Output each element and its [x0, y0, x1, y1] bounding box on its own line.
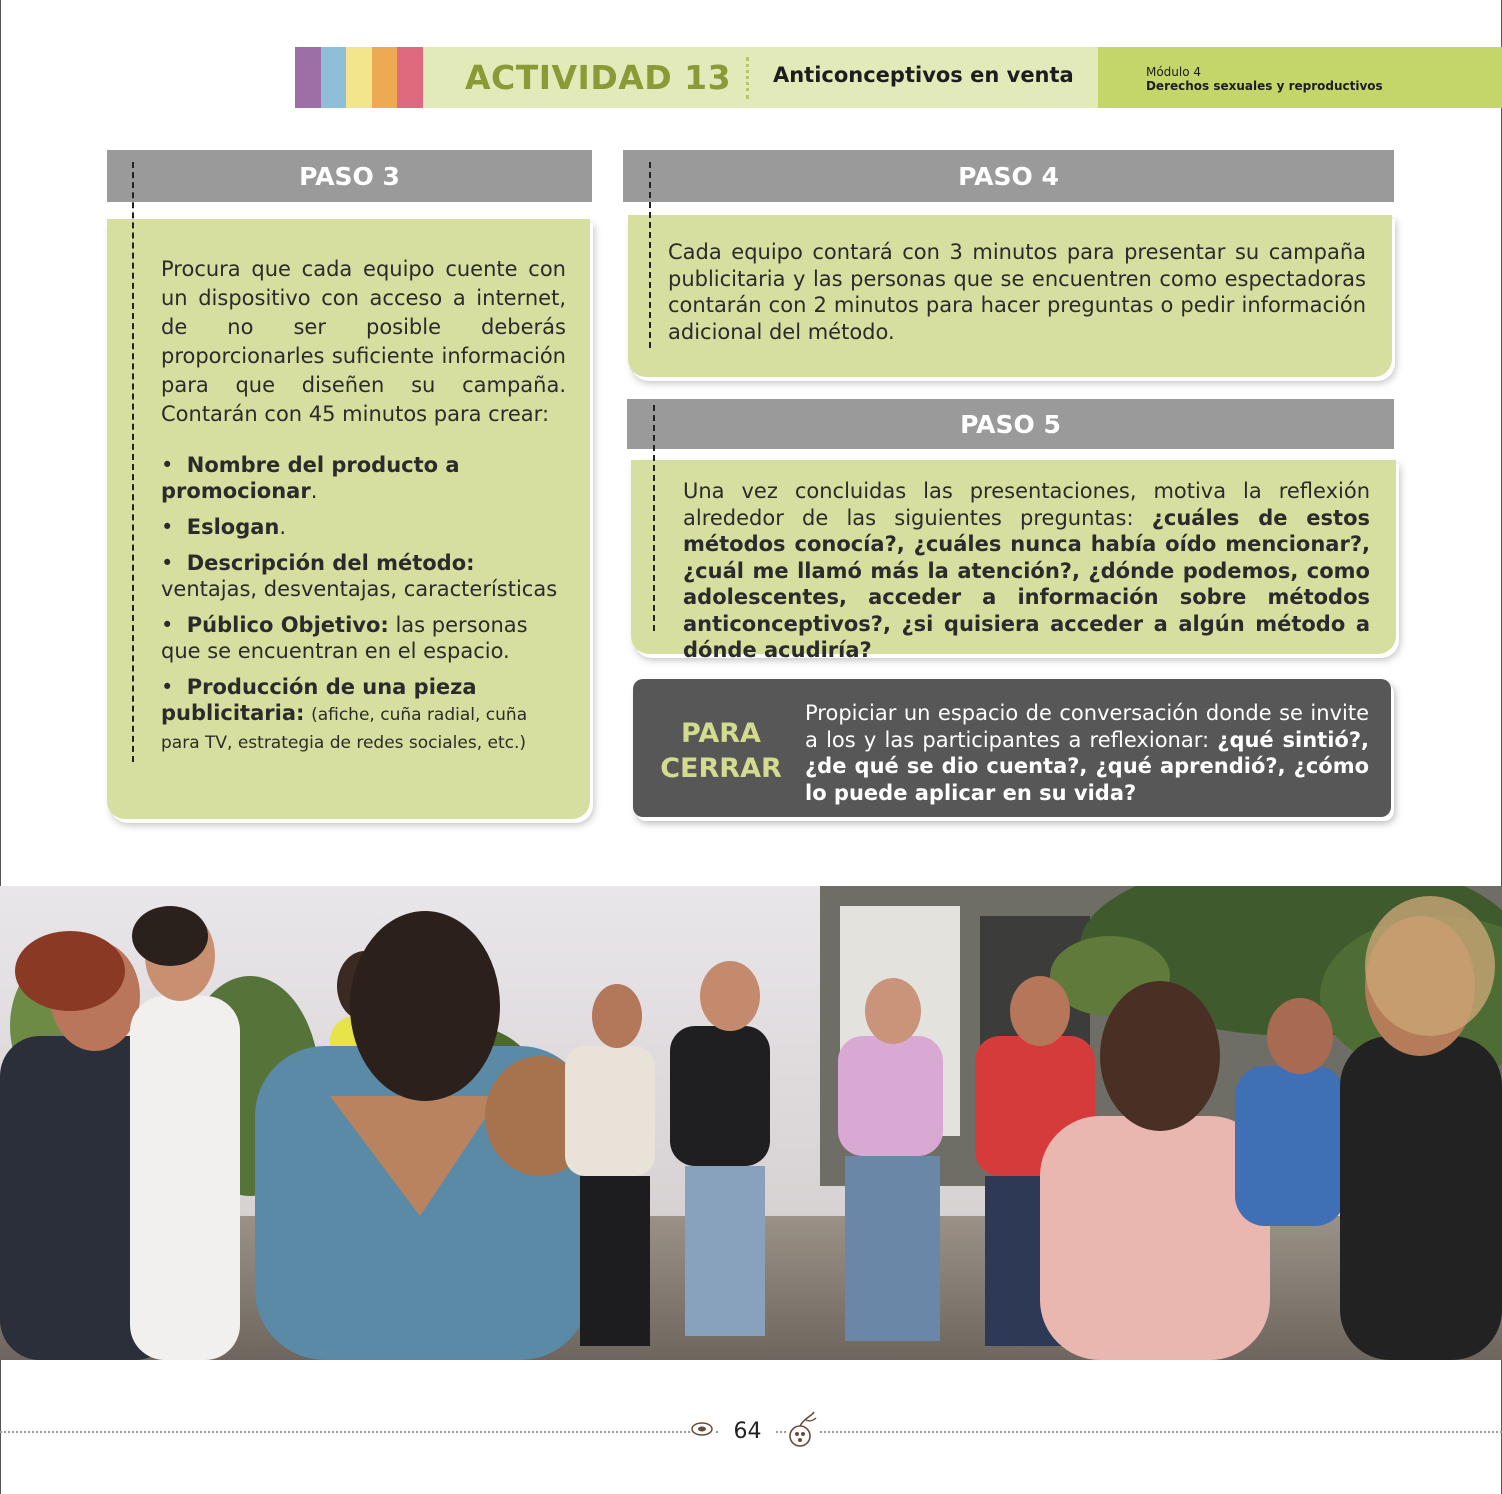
list-item-text: . [279, 515, 287, 539]
header-title-area [423, 47, 1098, 108]
group-photo [0, 886, 1502, 1360]
list-item-bold: Descripción del método: [186, 551, 475, 575]
list-item: • Nombre del producto a promocionar. [161, 453, 460, 503]
step3-list [161, 452, 566, 766]
page-number: 64 [720, 1417, 775, 1447]
module-number: Módulo 4 [1145, 65, 1202, 79]
list-item-bold: Público Objetivo: [186, 613, 389, 637]
group-photo-illustration [0, 886, 1502, 1360]
flower-icon [786, 1410, 818, 1448]
stripe-yellow [346, 47, 372, 108]
stripe-purple [295, 47, 321, 108]
step3-title: PASO 3 [299, 161, 400, 191]
step5-text-plain: Una vez concluidas las presentaciones, motiva la reflexión alrededor de las siguientes preguntas: [683, 479, 1370, 530]
step4-dashed-line [649, 162, 651, 348]
list-item-text: . [310, 479, 318, 503]
step4-text: Cada equipo contará con 3 minutos para presentar su campaña publicitaria y las personas que se encuentren como espectadoras contarán con 2 minutos para hacer preguntas o pedir información adicional del método. [668, 240, 1366, 344]
step5-dashed-line [653, 405, 655, 631]
closing-title-line2: CERRAR [660, 753, 782, 784]
step5-questions: ¿cuáles de estos métodos conocía?, ¿cuáles nunca había oído mencionar?, ¿cuál me llamó más la atención?, ¿dónde podemos, como adolescentes, acceder a información sobre métodos anticonceptivos?, ¿si quisiera acceder a algún método a dónde acudiría? [683, 505, 1370, 662]
seed-icon [690, 1420, 714, 1438]
step5-header [627, 399, 1394, 449]
stripe-pink [397, 47, 423, 108]
step3-dashed-line [132, 162, 134, 762]
step3-header [107, 150, 592, 202]
closing-text-plain: Propiciar un espacio de conversación donde se invite a los y las participantes a reflexionar: [805, 701, 1369, 752]
activity-header [295, 47, 1502, 108]
step5-text [683, 478, 1370, 664]
list-item-note: (afiche, cuña radial, cuña para TV, estrategia de redes sociales, etc.) [161, 705, 528, 753]
step4-header [623, 150, 1394, 202]
list-item: • Eslogan. [161, 515, 287, 539]
step4-title: PASO 4 [958, 161, 1059, 191]
list-item: • Público Objetivo: las personas que se encuentran en el espacio. [161, 613, 528, 663]
list-item: • Producción de una pieza publicitaria: (afiche, cuña radial, cuña para TV, estrategia de redes sociales, etc.) [161, 675, 528, 753]
closing-text [805, 700, 1369, 806]
stripe-blue [321, 47, 347, 108]
closing-title-line1: PARA [681, 718, 761, 749]
step3-intro: Procura que cada equipo cuente con un dispositivo con acceso a internet, de no ser posible deberás proporcionarles suficiente información para que diseñen su campaña. Contarán con 45 minutos para crear: [161, 257, 566, 426]
activity-subtitle: Anticonceptivos en venta [772, 63, 1074, 87]
module-name: Derechos sexuales y reproductivos [1145, 79, 1383, 93]
header-divider [746, 57, 749, 99]
list-item-text: las personas que se encuentran en el espacio. [161, 613, 528, 663]
closing-title [655, 716, 787, 786]
color-stripes [295, 47, 423, 108]
module-label [1098, 47, 1502, 108]
activity-title: ACTIVIDAD 13 [464, 58, 732, 97]
list-item-bold: Nombre del producto a promocionar [161, 453, 460, 503]
list-item: • Descripción del método: ventajas, desventajas, características [161, 551, 558, 601]
stripe-orange [372, 47, 398, 108]
closing-questions: ¿qué sintió?, ¿de qué se dio cuenta?, ¿qué aprendió?, ¿cómo lo puede aplicar en su vida? [805, 727, 1369, 805]
step5-title: PASO 5 [960, 409, 1061, 439]
list-item-bold: Eslogan [186, 515, 280, 539]
list-item-bold: Producción de una pieza publicitaria: [161, 675, 477, 725]
list-item-text: ventajas, desventajas, características [161, 577, 558, 601]
